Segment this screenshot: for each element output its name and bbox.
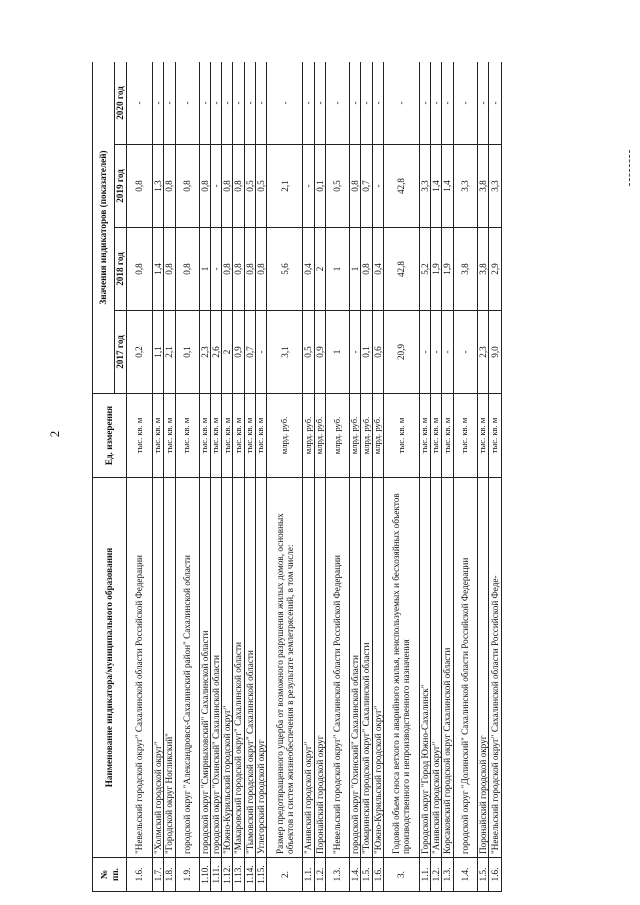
table-row: [210, 62, 221, 892]
indicator-name: городской округ "Охинский" Сахалинской области: [349, 478, 360, 858]
value-cell: 0,8: [349, 145, 360, 228]
value-cell: -: [222, 62, 233, 145]
value-cell: 42,8: [383, 228, 419, 311]
value-cell: 1: [199, 228, 210, 311]
row-number: 1.2.: [431, 858, 442, 892]
table-row: [127, 62, 153, 892]
value-cell: 3,8: [477, 145, 488, 228]
value-cell: -: [256, 62, 267, 145]
unit-cell: млрд. руб.: [361, 394, 372, 478]
value-cell: -: [372, 62, 383, 145]
unit-cell: тыс. кв. м: [477, 394, 488, 478]
indicator-name: "Томаринский городской округ" Сахалинской области: [361, 478, 372, 858]
row-number: 2.: [267, 858, 303, 892]
indicator-name: Годовой объем сноса ветхого и аварийного жилья, неиспользуемых и бесхозяйных объектов производственного и непроизводственного назначения: [383, 478, 419, 858]
value-cell: -: [431, 311, 442, 394]
indicator-name: "Южно-Курильский городской округ": [222, 478, 233, 858]
table-row: [267, 62, 303, 892]
value-cell: -: [419, 311, 430, 394]
table-row: [222, 62, 233, 892]
value-cell: 2,1: [164, 311, 175, 394]
row-number: 1.6.: [372, 858, 383, 892]
indicator-name: "Невельский городской округ" Сахалинской области Российской Федерации: [127, 478, 153, 858]
value-cell: 1: [325, 311, 349, 394]
value-cell: 3,3: [419, 145, 430, 228]
unit-cell: тыс. кв. м: [153, 394, 164, 478]
value-cell: 2,3: [477, 311, 488, 394]
row-number: 1.13.: [233, 858, 244, 892]
value-cell: 0,1: [175, 311, 199, 394]
value-cell: 2,1: [267, 145, 303, 228]
value-cell: 1: [325, 228, 349, 311]
value-cell: 0,7: [244, 311, 255, 394]
value-cell: 0,8: [222, 228, 233, 311]
value-cell: 0,5: [303, 311, 314, 394]
value-cell: 20,9: [383, 311, 419, 394]
row-number: 1.9.: [175, 858, 199, 892]
row-number: 1.2.: [314, 858, 325, 892]
indicator-name: "Тымовский городской округ" Сахалинской области: [244, 478, 255, 858]
value-cell: 2,6: [210, 311, 221, 394]
header-num: № пп.: [93, 858, 127, 892]
indicator-name: городской округ "Смирныховский" Сахалинской области: [199, 478, 210, 858]
unit-cell: тыс. кв. м: [383, 394, 419, 478]
row-number: 1.6.: [489, 858, 502, 892]
scan-edge-mark: [629, 150, 634, 186]
row-number: 1.15.: [256, 858, 267, 892]
value-cell: -: [349, 62, 360, 145]
value-cell: 0,8: [127, 145, 153, 228]
table-row: [372, 62, 383, 892]
unit-cell: тыс. кв. м: [419, 394, 430, 478]
table-row: [361, 62, 372, 892]
value-cell: -: [210, 228, 221, 311]
table-row: [383, 62, 419, 892]
row-number: 1.14.: [244, 858, 255, 892]
unit-cell: тыс. кв. м: [127, 394, 153, 478]
value-cell: 2,9: [489, 228, 502, 311]
row-number: 1.8.: [164, 858, 175, 892]
header-name: Наименование индикатора/муниципального образования: [93, 478, 127, 858]
table-body: [127, 62, 502, 892]
value-cell: 0,8: [164, 228, 175, 311]
value-cell: -: [153, 62, 164, 145]
value-cell: -: [442, 62, 453, 145]
value-cell: -: [314, 62, 325, 145]
table-row: [453, 62, 477, 892]
value-cell: 3,8: [477, 228, 488, 311]
table-row: [349, 62, 360, 892]
value-cell: 0,8: [233, 145, 244, 228]
value-cell: 3,3: [453, 145, 477, 228]
row-number: 1.7.: [153, 858, 164, 892]
indicator-name: Городской округ "Город Южно-Сахалинск": [419, 478, 430, 858]
indicator-name: "Анивский городской округ": [303, 478, 314, 858]
value-cell: -: [383, 62, 419, 145]
value-cell: -: [442, 311, 453, 394]
rotated-table-container: [92, 62, 607, 892]
row-number: 1.5.: [477, 858, 488, 892]
header-year-2019: 2019 год: [115, 145, 127, 228]
value-cell: 0,8: [244, 228, 255, 311]
unit-cell: тыс. кв. м: [431, 394, 442, 478]
value-cell: 0,7: [361, 145, 372, 228]
row-number: 1.4.: [453, 858, 477, 892]
indicators-table: [92, 62, 502, 892]
table-frame: [92, 62, 607, 892]
row-number: 3.: [383, 858, 419, 892]
page-number: 2: [47, 430, 62, 438]
table-row: [175, 62, 199, 892]
value-cell: 0,4: [303, 228, 314, 311]
value-cell: 0,5: [244, 145, 255, 228]
row-number: 1.12.: [222, 858, 233, 892]
row-number: 1.5.: [361, 858, 372, 892]
header-year-2020: 2020 год: [115, 62, 127, 145]
indicator-name: Поронайский городской округ: [314, 478, 325, 858]
unit-cell: тыс. кв. м: [164, 394, 175, 478]
value-cell: 0,5: [256, 145, 267, 228]
value-cell: -: [489, 62, 502, 145]
value-cell: 0,9: [314, 311, 325, 394]
value-cell: 1,9: [431, 228, 442, 311]
unit-cell: млрд. руб.: [349, 394, 360, 478]
row-number: 1.6.: [127, 858, 153, 892]
table-row: [419, 62, 430, 892]
value-cell: 0,8: [256, 228, 267, 311]
header-values-group: Значения индикаторов (показателей): [93, 62, 115, 394]
unit-cell: тыс. кв. м: [199, 394, 210, 478]
value-cell: 42,8: [383, 145, 419, 228]
unit-cell: млрд. руб.: [314, 394, 325, 478]
header-year-2017: 2017 год: [115, 311, 127, 394]
row-number: 1.3.: [325, 858, 349, 892]
value-cell: 5,6: [267, 228, 303, 311]
value-cell: 1,1: [153, 311, 164, 394]
unit-cell: млрд. руб.: [372, 394, 383, 478]
value-cell: 0,8: [361, 228, 372, 311]
value-cell: 0,6: [372, 311, 383, 394]
unit-cell: млрд. руб.: [303, 394, 314, 478]
value-cell: -: [267, 62, 303, 145]
value-cell: 0,8: [222, 145, 233, 228]
value-cell: 0,2: [127, 311, 153, 394]
indicator-name: городской округ "Охинский" Сахалинской области: [210, 478, 221, 858]
value-cell: 0,1: [314, 145, 325, 228]
value-cell: 0,8: [233, 228, 244, 311]
value-cell: 2: [314, 228, 325, 311]
value-cell: 3,8: [453, 228, 477, 311]
indicator-name: городской округ "Александровск-Сахалинский район" Сахалинской области: [175, 478, 199, 858]
value-cell: 0,4: [372, 228, 383, 311]
unit-cell: тыс. кв. м: [175, 394, 199, 478]
row-number: 1.1.: [419, 858, 430, 892]
indicator-name: "Невельский городской округ" Сахалинской области Российской Федерации: [325, 478, 349, 858]
value-cell: 9,0: [489, 311, 502, 394]
value-cell: 5,2: [419, 228, 430, 311]
value-cell: -: [325, 62, 349, 145]
table-row: [256, 62, 267, 892]
value-cell: -: [127, 62, 153, 145]
indicator-name: "Макаровский городской округ" Сахалинской области: [233, 478, 244, 858]
table-row: [442, 62, 453, 892]
indicator-name: "Анивский городской округ": [431, 478, 442, 858]
unit-cell: тыс. кв. м: [210, 394, 221, 478]
value-cell: -: [303, 62, 314, 145]
value-cell: -: [199, 62, 210, 145]
value-cell: -: [477, 62, 488, 145]
value-cell: 0,9: [233, 311, 244, 394]
value-cell: 0,8: [199, 145, 210, 228]
value-cell: -: [303, 145, 314, 228]
table-row: [477, 62, 488, 892]
value-cell: -: [164, 62, 175, 145]
value-cell: 2,3: [199, 311, 210, 394]
table-row: [164, 62, 175, 892]
indicator-name: "Невельский городской округ" Сахалинской области Российской Феде-: [489, 478, 502, 858]
row-number: 1.1.: [303, 858, 314, 892]
value-cell: 1: [349, 228, 360, 311]
indicator-name: "Городской округ Ногликский": [164, 478, 175, 858]
table-row: [233, 62, 244, 892]
value-cell: -: [210, 62, 221, 145]
row-number: 1.4.: [349, 858, 360, 892]
value-cell: 0,8: [127, 228, 153, 311]
unit-cell: млрд. руб.: [325, 394, 349, 478]
unit-cell: тыс. кв. м: [222, 394, 233, 478]
value-cell: 0,1: [361, 311, 372, 394]
value-cell: 0,5: [325, 145, 349, 228]
indicator-name: Корсаковский городской округ Сахалинской области: [442, 478, 453, 858]
value-cell: 0,8: [175, 228, 199, 311]
header-unit: Ед. измерения: [93, 394, 127, 478]
indicator-name: Поронайский городской округ: [477, 478, 488, 858]
value-cell: -: [361, 62, 372, 145]
value-cell: -: [349, 311, 360, 394]
row-number: 1.3.: [442, 858, 453, 892]
value-cell: -: [210, 145, 221, 228]
table-row: [431, 62, 442, 892]
value-cell: -: [256, 311, 267, 394]
unit-cell: тыс. кв. м: [256, 394, 267, 478]
indicator-name: "Холмский городской округ": [153, 478, 164, 858]
value-cell: 0,8: [164, 145, 175, 228]
value-cell: 1,9: [442, 228, 453, 311]
value-cell: -: [431, 62, 442, 145]
value-cell: -: [453, 311, 477, 394]
table-row: [325, 62, 349, 892]
unit-cell: тыс. кв. м: [233, 394, 244, 478]
unit-cell: тыс. кв. м: [453, 394, 477, 478]
unit-cell: млрд. руб.: [267, 394, 303, 478]
unit-cell: тыс. кв. м: [442, 394, 453, 478]
value-cell: -: [453, 62, 477, 145]
unit-cell: тыс. кв. м: [244, 394, 255, 478]
value-cell: -: [244, 62, 255, 145]
table-row: [303, 62, 314, 892]
value-cell: -: [419, 62, 430, 145]
table-row: [489, 62, 502, 892]
value-cell: 1,4: [442, 145, 453, 228]
table-row: [244, 62, 255, 892]
value-cell: 1,4: [431, 145, 442, 228]
value-cell: 1,4: [153, 228, 164, 311]
indicator-name: Размер предотвращенного ущерба от возможного разрушения жилых домов, основных объектов и систем жизнеобеспечения в результате землетрясений, в том числе:: [267, 478, 303, 858]
row-number: 1.11.: [210, 858, 221, 892]
value-cell: 3,3: [489, 145, 502, 228]
indicator-name: "Южно-Курильский городской округ": [372, 478, 383, 858]
value-cell: 0,8: [175, 145, 199, 228]
row-number: 1.10.: [199, 858, 210, 892]
value-cell: -: [175, 62, 199, 145]
value-cell: 2: [222, 311, 233, 394]
header-year-2018: 2018 год: [115, 228, 127, 311]
table-row: [153, 62, 164, 892]
indicator-name: городской округ "Долинский" Сахалинской области Российской Федерации: [453, 478, 477, 858]
table-row: [199, 62, 210, 892]
value-cell: 1,3: [153, 145, 164, 228]
value-cell: -: [233, 62, 244, 145]
value-cell: -: [372, 145, 383, 228]
indicator-name: Углегорский городской округ: [256, 478, 267, 858]
unit-cell: тыс. кв. м: [489, 394, 502, 478]
table-row: [314, 62, 325, 892]
value-cell: 3,1: [267, 311, 303, 394]
